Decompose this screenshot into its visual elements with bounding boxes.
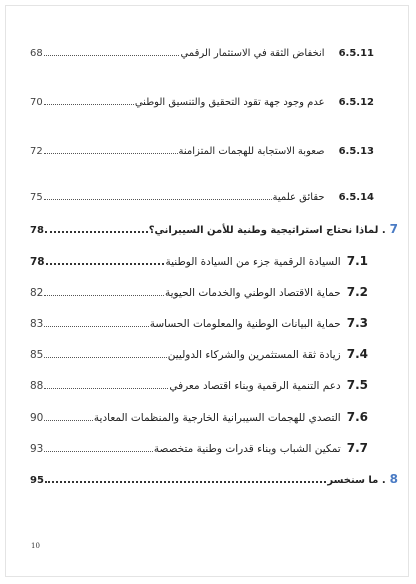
section-number: 6.5.11 xyxy=(338,48,374,59)
section-number: 7 xyxy=(389,222,398,236)
toc-entry-7-6[interactable] xyxy=(30,410,368,424)
page-number: 72 xyxy=(30,146,43,157)
section-title: صعوبة الاستجابة للهجمات المتزامنة xyxy=(178,146,325,157)
toc-entry-6-5-14[interactable] xyxy=(30,192,374,203)
section-title: التصدي للهجمات السيبرانية الخارجية والمنظمات المعادية xyxy=(93,412,341,424)
section-title: حقائق علمية xyxy=(272,192,325,203)
dot-leader xyxy=(45,230,148,233)
section-number: 8 xyxy=(389,472,398,486)
footer-page-number: 10 xyxy=(31,542,40,550)
toc-entry-7-1[interactable] xyxy=(30,254,368,268)
dot-leader xyxy=(44,294,164,296)
section-number: 7.1 xyxy=(346,254,368,268)
section-title: حماية الاقتصاد الوطني والخدمات الحيوية xyxy=(164,287,341,299)
toc-entry-6-5-11[interactable] xyxy=(30,48,374,59)
dot-leader xyxy=(44,54,180,56)
page-number: 85 xyxy=(30,349,44,361)
section-title: حماية البيانات الوطنية والمعلومات الحساسة xyxy=(149,318,341,330)
dot-leader xyxy=(44,198,272,200)
section-title: . ما سنخسر xyxy=(327,475,386,486)
page-number: 78 xyxy=(30,225,44,236)
toc-entry-8[interactable] xyxy=(30,472,398,486)
toc-entry-7[interactable] xyxy=(30,222,398,236)
page-number: 70 xyxy=(30,97,43,108)
section-number: 7.7 xyxy=(346,441,368,455)
page-number: 68 xyxy=(30,48,43,59)
section-number: 7.2 xyxy=(346,285,368,299)
section-number: 7.3 xyxy=(346,316,368,330)
toc-entry-7-3[interactable] xyxy=(30,316,368,330)
section-title: عدم وجود جهة تقود التحقيق والتنسيق الوطني xyxy=(134,97,325,108)
dot-leader xyxy=(44,152,178,154)
section-number: 6.5.14 xyxy=(338,192,374,203)
section-title: تمكين الشباب وبناء قدرات وطنية متخصصة xyxy=(153,443,341,455)
section-title: دعم التنمية الرقمية وبناء اقتصاد معرفي xyxy=(169,380,341,392)
section-title: انخفاض الثقة في الاستثمار الرقمي xyxy=(180,48,325,59)
section-number: 7.4 xyxy=(346,347,368,361)
page-number: 93 xyxy=(30,443,44,455)
page-number: 83 xyxy=(30,318,44,330)
section-number: 6.5.13 xyxy=(338,146,374,157)
toc-entry-6-5-12[interactable] xyxy=(30,97,374,108)
dot-leader xyxy=(46,262,165,265)
section-number: 7.5 xyxy=(346,378,368,392)
page-number: 88 xyxy=(30,380,44,392)
section-number: 6.5.12 xyxy=(338,97,374,108)
dot-leader xyxy=(44,356,166,358)
toc-entry-7-5[interactable] xyxy=(30,378,368,392)
dot-leader xyxy=(44,325,148,327)
page-number: 95 xyxy=(30,475,44,486)
section-title: زيادة ثقة المستثمرين والشركاء الدوليين xyxy=(167,349,341,361)
dot-leader xyxy=(44,450,152,452)
section-title: . لماذا نحتاج استراتيجية وطنية للأمن السيبراني؟ xyxy=(148,225,386,236)
section-title: السيادة الرقمية جزء من السيادة الوطنية xyxy=(165,256,341,268)
dot-leader xyxy=(44,103,134,105)
page-number: 90 xyxy=(30,412,44,424)
dot-leader xyxy=(44,419,93,421)
dot-leader xyxy=(45,480,326,483)
section-number: 7.6 xyxy=(346,410,368,424)
page-number: 78 xyxy=(30,256,45,268)
toc-entry-7-7[interactable] xyxy=(30,441,368,455)
dot-leader xyxy=(44,387,168,389)
toc-entry-6-5-13[interactable] xyxy=(30,146,374,157)
page-number: 75 xyxy=(30,192,43,203)
page-number: 82 xyxy=(30,287,44,299)
toc-entry-7-2[interactable] xyxy=(30,285,368,299)
toc-entry-7-4[interactable] xyxy=(30,347,368,361)
